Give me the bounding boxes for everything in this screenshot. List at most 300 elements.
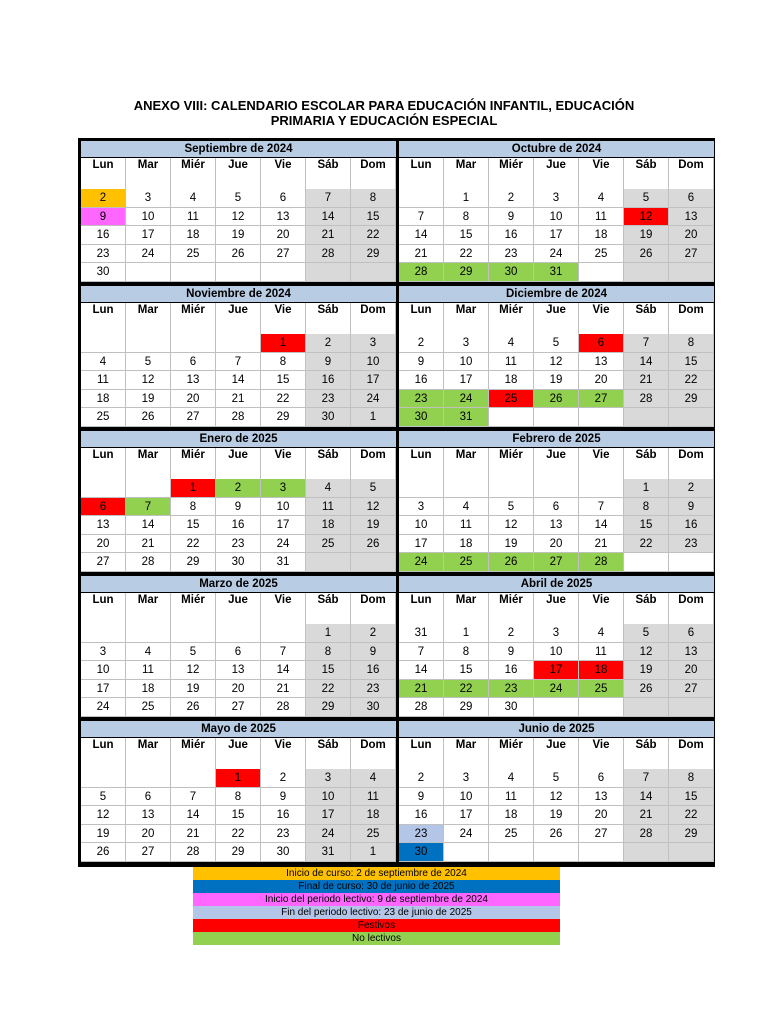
month-grid bbox=[399, 738, 714, 862]
day-cell: 21 bbox=[306, 226, 351, 245]
day-cell: 24 bbox=[534, 245, 579, 264]
day-cell: 20 bbox=[126, 825, 171, 844]
month-title: Enero de 2025 bbox=[81, 431, 396, 448]
day-cell: 6 bbox=[81, 498, 126, 517]
day-cell: 17 bbox=[81, 680, 126, 699]
day-cell: 9 bbox=[351, 643, 396, 662]
document-title-line-2: PRIMARIA Y EDUCACIÓN ESPECIAL bbox=[270, 113, 498, 128]
document-title-line-1: ANEXO VIII: CALENDARIO ESCOLAR PARA EDUCACIÓN INFANTIL, EDUCACIÓN bbox=[133, 98, 635, 113]
day-cell: 8 bbox=[444, 208, 489, 227]
day-cell bbox=[579, 408, 624, 427]
day-cell: 13 bbox=[216, 661, 261, 680]
day-cell: 5 bbox=[216, 189, 261, 208]
day-cell: 5 bbox=[534, 769, 579, 788]
day-cell: 8 bbox=[306, 643, 351, 662]
day-cell: 15 bbox=[351, 208, 396, 227]
day-cell bbox=[399, 479, 444, 498]
day-cell bbox=[216, 263, 261, 282]
day-cell: 8 bbox=[669, 769, 714, 788]
day-cell: 11 bbox=[579, 643, 624, 662]
day-cell: 3 bbox=[81, 643, 126, 662]
day-cell: 11 bbox=[306, 498, 351, 517]
day-cell: 9 bbox=[306, 353, 351, 372]
weekday-header: Dom bbox=[351, 158, 396, 189]
day-cell: 24 bbox=[306, 825, 351, 844]
month-grid bbox=[81, 738, 396, 862]
day-cell: 8 bbox=[216, 788, 261, 807]
day-cell: 25 bbox=[126, 698, 171, 717]
month-title: Febrero de 2025 bbox=[399, 431, 714, 448]
day-cell: 29 bbox=[171, 553, 216, 572]
month-grid bbox=[399, 593, 714, 717]
day-cell: 28 bbox=[624, 390, 669, 409]
day-cell: 7 bbox=[126, 498, 171, 517]
day-cell: 29 bbox=[306, 698, 351, 717]
weekday-header: Dom bbox=[669, 303, 714, 334]
day-cell: 2 bbox=[306, 334, 351, 353]
day-cell: 16 bbox=[351, 661, 396, 680]
day-cell: 22 bbox=[669, 806, 714, 825]
weekday-header: Miér bbox=[171, 593, 216, 624]
weekday-header: Sáb bbox=[624, 593, 669, 624]
day-cell bbox=[81, 334, 126, 353]
day-cell: 14 bbox=[216, 371, 261, 390]
day-cell: 28 bbox=[216, 408, 261, 427]
day-cell: 11 bbox=[81, 371, 126, 390]
day-cell: 23 bbox=[81, 245, 126, 264]
day-cell: 19 bbox=[534, 806, 579, 825]
day-cell: 8 bbox=[171, 498, 216, 517]
day-cell: 7 bbox=[171, 788, 216, 807]
day-cell bbox=[171, 334, 216, 353]
weekday-header: Lun bbox=[399, 303, 444, 334]
legend-item: Fin del periodo lectivo: 23 de junio de 2025 bbox=[193, 906, 560, 919]
day-cell: 16 bbox=[669, 516, 714, 535]
day-cell: 10 bbox=[306, 788, 351, 807]
day-cell: 25 bbox=[81, 408, 126, 427]
day-cell: 28 bbox=[126, 553, 171, 572]
day-cell: 25 bbox=[579, 245, 624, 264]
legend-item: Final de curso: 30 de junio de 2025 bbox=[193, 880, 560, 893]
day-cell: 2 bbox=[399, 334, 444, 353]
day-cell: 22 bbox=[444, 245, 489, 264]
day-cell: 9 bbox=[489, 643, 534, 662]
legend-item: Festivos bbox=[193, 919, 560, 932]
day-cell: 3 bbox=[534, 624, 579, 643]
day-cell bbox=[399, 189, 444, 208]
day-cell: 16 bbox=[216, 516, 261, 535]
weekday-header: Lun bbox=[81, 158, 126, 189]
weekday-header: Dom bbox=[351, 303, 396, 334]
day-cell: 29 bbox=[261, 408, 306, 427]
day-cell: 26 bbox=[534, 390, 579, 409]
day-cell: 24 bbox=[444, 825, 489, 844]
day-cell: 12 bbox=[534, 788, 579, 807]
day-cell: 7 bbox=[216, 353, 261, 372]
day-cell: 19 bbox=[534, 371, 579, 390]
day-cell bbox=[171, 624, 216, 643]
day-cell: 14 bbox=[399, 226, 444, 245]
weekday-header: Mar bbox=[126, 593, 171, 624]
day-cell: 10 bbox=[444, 788, 489, 807]
weekday-header: Mar bbox=[444, 158, 489, 189]
day-cell bbox=[306, 553, 351, 572]
weekday-header: Miér bbox=[489, 448, 534, 479]
day-cell: 21 bbox=[171, 825, 216, 844]
day-cell bbox=[624, 698, 669, 717]
day-cell bbox=[624, 843, 669, 862]
day-cell: 29 bbox=[216, 843, 261, 862]
day-cell: 15 bbox=[444, 226, 489, 245]
day-cell: 10 bbox=[81, 661, 126, 680]
day-cell: 23 bbox=[306, 390, 351, 409]
weekday-header: Mar bbox=[444, 303, 489, 334]
weekday-header: Vie bbox=[579, 448, 624, 479]
day-cell bbox=[624, 553, 669, 572]
legend-item: No lectivos bbox=[193, 932, 560, 945]
day-cell: 21 bbox=[399, 680, 444, 699]
day-cell: 18 bbox=[171, 226, 216, 245]
month-noviembre bbox=[81, 286, 396, 427]
day-cell: 21 bbox=[399, 245, 444, 264]
day-cell: 27 bbox=[81, 553, 126, 572]
day-cell: 26 bbox=[171, 698, 216, 717]
day-cell: 20 bbox=[579, 371, 624, 390]
day-cell bbox=[81, 624, 126, 643]
day-cell bbox=[444, 479, 489, 498]
day-cell: 9 bbox=[399, 788, 444, 807]
day-cell: 11 bbox=[444, 516, 489, 535]
day-cell: 8 bbox=[669, 334, 714, 353]
day-cell: 28 bbox=[399, 698, 444, 717]
day-cell: 4 bbox=[579, 189, 624, 208]
day-cell: 24 bbox=[351, 390, 396, 409]
day-cell: 26 bbox=[624, 680, 669, 699]
day-cell: 22 bbox=[624, 535, 669, 554]
day-cell: 22 bbox=[306, 680, 351, 699]
weekday-header: Jue bbox=[216, 448, 261, 479]
day-cell: 4 bbox=[444, 498, 489, 517]
day-cell: 12 bbox=[126, 371, 171, 390]
day-cell bbox=[126, 769, 171, 788]
day-cell: 11 bbox=[171, 208, 216, 227]
day-cell: 23 bbox=[399, 390, 444, 409]
day-cell: 11 bbox=[126, 661, 171, 680]
weekday-header: Dom bbox=[351, 738, 396, 769]
day-cell: 12 bbox=[624, 208, 669, 227]
weekday-header: Mar bbox=[126, 303, 171, 334]
day-cell: 8 bbox=[624, 498, 669, 517]
day-cell: 23 bbox=[399, 825, 444, 844]
weekday-header: Sáb bbox=[624, 448, 669, 479]
day-cell: 16 bbox=[489, 226, 534, 245]
day-cell: 22 bbox=[261, 390, 306, 409]
day-cell: 15 bbox=[624, 516, 669, 535]
day-cell: 22 bbox=[171, 535, 216, 554]
day-cell: 12 bbox=[216, 208, 261, 227]
day-cell: 20 bbox=[216, 680, 261, 699]
day-cell: 13 bbox=[669, 208, 714, 227]
day-cell: 17 bbox=[351, 371, 396, 390]
day-cell bbox=[669, 843, 714, 862]
day-cell bbox=[624, 408, 669, 427]
weekday-header: Jue bbox=[216, 738, 261, 769]
weekday-header: Vie bbox=[261, 448, 306, 479]
day-cell: 8 bbox=[444, 643, 489, 662]
day-cell: 26 bbox=[351, 535, 396, 554]
day-cell: 26 bbox=[534, 825, 579, 844]
day-cell bbox=[261, 624, 306, 643]
day-cell: 30 bbox=[489, 263, 534, 282]
day-cell: 28 bbox=[306, 245, 351, 264]
day-cell: 19 bbox=[81, 825, 126, 844]
day-cell: 26 bbox=[126, 408, 171, 427]
day-cell bbox=[534, 843, 579, 862]
weekday-header: Miér bbox=[171, 448, 216, 479]
day-cell: 29 bbox=[444, 698, 489, 717]
day-cell: 18 bbox=[351, 806, 396, 825]
day-cell: 10 bbox=[534, 208, 579, 227]
day-cell: 10 bbox=[126, 208, 171, 227]
weekday-header: Miér bbox=[171, 738, 216, 769]
day-cell: 16 bbox=[261, 806, 306, 825]
month-febrero bbox=[399, 431, 714, 572]
month-septiembre bbox=[81, 141, 396, 282]
day-cell: 17 bbox=[444, 371, 489, 390]
day-cell bbox=[669, 553, 714, 572]
day-cell: 24 bbox=[126, 245, 171, 264]
day-cell: 15 bbox=[171, 516, 216, 535]
day-cell: 11 bbox=[351, 788, 396, 807]
day-cell: 25 bbox=[579, 680, 624, 699]
day-cell: 23 bbox=[351, 680, 396, 699]
month-title: Septiembre de 2024 bbox=[81, 141, 396, 158]
day-cell: 3 bbox=[399, 498, 444, 517]
weekday-header: Miér bbox=[171, 158, 216, 189]
day-cell: 17 bbox=[126, 226, 171, 245]
day-cell: 18 bbox=[489, 371, 534, 390]
day-cell: 31 bbox=[399, 624, 444, 643]
day-cell: 30 bbox=[399, 408, 444, 427]
month-enero bbox=[81, 431, 396, 572]
weekday-header: Lun bbox=[399, 158, 444, 189]
weekday-header: Dom bbox=[669, 158, 714, 189]
day-cell bbox=[534, 698, 579, 717]
day-cell: 27 bbox=[261, 245, 306, 264]
day-cell: 28 bbox=[171, 843, 216, 862]
day-cell: 19 bbox=[624, 226, 669, 245]
day-cell bbox=[444, 843, 489, 862]
day-cell: 20 bbox=[579, 806, 624, 825]
weekday-header: Dom bbox=[669, 448, 714, 479]
day-cell: 22 bbox=[216, 825, 261, 844]
weekday-header: Jue bbox=[534, 448, 579, 479]
day-cell: 28 bbox=[261, 698, 306, 717]
day-cell: 28 bbox=[399, 263, 444, 282]
day-cell: 19 bbox=[624, 661, 669, 680]
day-cell: 16 bbox=[81, 226, 126, 245]
day-cell: 18 bbox=[306, 516, 351, 535]
weekday-header: Vie bbox=[579, 303, 624, 334]
day-cell: 31 bbox=[534, 263, 579, 282]
day-cell bbox=[126, 263, 171, 282]
weekday-header: Jue bbox=[534, 593, 579, 624]
day-cell: 14 bbox=[624, 353, 669, 372]
weekday-header: Lun bbox=[81, 738, 126, 769]
weekday-header: Dom bbox=[669, 593, 714, 624]
day-cell: 7 bbox=[306, 189, 351, 208]
month-title: Junio de 2025 bbox=[399, 721, 714, 738]
weekday-header: Jue bbox=[534, 303, 579, 334]
day-cell: 1 bbox=[444, 624, 489, 643]
weekday-header: Jue bbox=[534, 738, 579, 769]
day-cell: 20 bbox=[669, 226, 714, 245]
day-cell: 29 bbox=[669, 390, 714, 409]
day-cell: 15 bbox=[216, 806, 261, 825]
day-cell: 21 bbox=[126, 535, 171, 554]
day-cell: 16 bbox=[489, 661, 534, 680]
day-cell: 12 bbox=[81, 806, 126, 825]
day-cell: 3 bbox=[306, 769, 351, 788]
day-cell: 24 bbox=[261, 535, 306, 554]
day-cell: 6 bbox=[669, 624, 714, 643]
day-cell: 2 bbox=[489, 624, 534, 643]
month-title: Octubre de 2024 bbox=[399, 141, 714, 158]
day-cell: 28 bbox=[579, 553, 624, 572]
weekday-header: Dom bbox=[669, 738, 714, 769]
day-cell: 27 bbox=[579, 825, 624, 844]
weekday-header: Sáb bbox=[306, 303, 351, 334]
weekday-header: Vie bbox=[579, 158, 624, 189]
day-cell bbox=[216, 624, 261, 643]
day-cell: 17 bbox=[534, 226, 579, 245]
day-cell: 1 bbox=[444, 189, 489, 208]
day-cell: 13 bbox=[669, 643, 714, 662]
day-cell: 25 bbox=[489, 390, 534, 409]
day-cell: 30 bbox=[399, 843, 444, 862]
legend-item: Inicio de curso: 2 de septiembre de 2024 bbox=[193, 867, 560, 880]
weekday-header: Vie bbox=[579, 738, 624, 769]
weekday-header: Miér bbox=[489, 158, 534, 189]
day-cell: 14 bbox=[399, 661, 444, 680]
day-cell: 21 bbox=[624, 371, 669, 390]
day-cell: 24 bbox=[444, 390, 489, 409]
day-cell: 14 bbox=[171, 806, 216, 825]
month-grid bbox=[81, 593, 396, 717]
day-cell: 23 bbox=[216, 535, 261, 554]
day-cell: 6 bbox=[579, 769, 624, 788]
day-cell: 31 bbox=[261, 553, 306, 572]
day-cell: 6 bbox=[669, 189, 714, 208]
day-cell: 7 bbox=[261, 643, 306, 662]
day-cell bbox=[171, 263, 216, 282]
weekday-header: Vie bbox=[261, 593, 306, 624]
weekday-header: Mar bbox=[126, 448, 171, 479]
day-cell: 4 bbox=[351, 769, 396, 788]
day-cell: 31 bbox=[306, 843, 351, 862]
month-octubre bbox=[399, 141, 714, 282]
day-cell bbox=[579, 263, 624, 282]
day-cell: 21 bbox=[624, 806, 669, 825]
day-cell: 2 bbox=[216, 479, 261, 498]
day-cell: 5 bbox=[624, 189, 669, 208]
day-cell: 13 bbox=[579, 788, 624, 807]
day-cell: 1 bbox=[261, 334, 306, 353]
day-cell: 10 bbox=[534, 643, 579, 662]
day-cell: 12 bbox=[351, 498, 396, 517]
weekday-header: Sáb bbox=[624, 738, 669, 769]
weekday-header: Miér bbox=[489, 593, 534, 624]
day-cell bbox=[306, 263, 351, 282]
day-cell: 23 bbox=[489, 245, 534, 264]
day-cell: 30 bbox=[261, 843, 306, 862]
month-title: Abril de 2025 bbox=[399, 576, 714, 593]
day-cell: 18 bbox=[81, 390, 126, 409]
day-cell: 19 bbox=[171, 680, 216, 699]
day-cell: 13 bbox=[126, 806, 171, 825]
day-cell: 23 bbox=[489, 680, 534, 699]
day-cell: 4 bbox=[171, 189, 216, 208]
day-cell: 23 bbox=[669, 535, 714, 554]
day-cell: 4 bbox=[126, 643, 171, 662]
weekday-header: Lun bbox=[81, 593, 126, 624]
day-cell: 12 bbox=[534, 353, 579, 372]
month-grid bbox=[81, 448, 396, 572]
day-cell: 25 bbox=[306, 535, 351, 554]
weekday-header: Mar bbox=[444, 593, 489, 624]
day-cell: 2 bbox=[669, 479, 714, 498]
day-cell: 21 bbox=[261, 680, 306, 699]
month-title: Diciembre de 2024 bbox=[399, 286, 714, 303]
day-cell: 27 bbox=[534, 553, 579, 572]
day-cell bbox=[579, 843, 624, 862]
day-cell: 13 bbox=[534, 516, 579, 535]
day-cell: 2 bbox=[351, 624, 396, 643]
day-cell: 8 bbox=[261, 353, 306, 372]
weekday-header: Vie bbox=[579, 593, 624, 624]
day-cell: 8 bbox=[351, 189, 396, 208]
day-cell bbox=[579, 479, 624, 498]
day-cell: 9 bbox=[489, 208, 534, 227]
day-cell: 25 bbox=[171, 245, 216, 264]
day-cell bbox=[126, 479, 171, 498]
day-cell: 11 bbox=[489, 353, 534, 372]
day-cell bbox=[669, 698, 714, 717]
weekday-header: Miér bbox=[171, 303, 216, 334]
day-cell: 15 bbox=[669, 353, 714, 372]
day-cell: 3 bbox=[261, 479, 306, 498]
day-cell: 1 bbox=[171, 479, 216, 498]
day-cell: 3 bbox=[444, 334, 489, 353]
weekday-header: Jue bbox=[216, 158, 261, 189]
day-cell bbox=[624, 263, 669, 282]
day-cell bbox=[351, 553, 396, 572]
weekday-header: Lun bbox=[399, 448, 444, 479]
weekday-header: Sáb bbox=[624, 303, 669, 334]
day-cell: 25 bbox=[444, 553, 489, 572]
day-cell: 14 bbox=[624, 788, 669, 807]
day-cell: 10 bbox=[444, 353, 489, 372]
school-calendar bbox=[78, 138, 715, 867]
month-mayo bbox=[81, 721, 396, 862]
day-cell: 4 bbox=[579, 624, 624, 643]
day-cell: 17 bbox=[399, 535, 444, 554]
day-cell: 2 bbox=[81, 189, 126, 208]
weekday-header: Vie bbox=[261, 738, 306, 769]
day-cell: 16 bbox=[306, 371, 351, 390]
day-cell: 26 bbox=[489, 553, 534, 572]
weekday-header: Lun bbox=[399, 738, 444, 769]
